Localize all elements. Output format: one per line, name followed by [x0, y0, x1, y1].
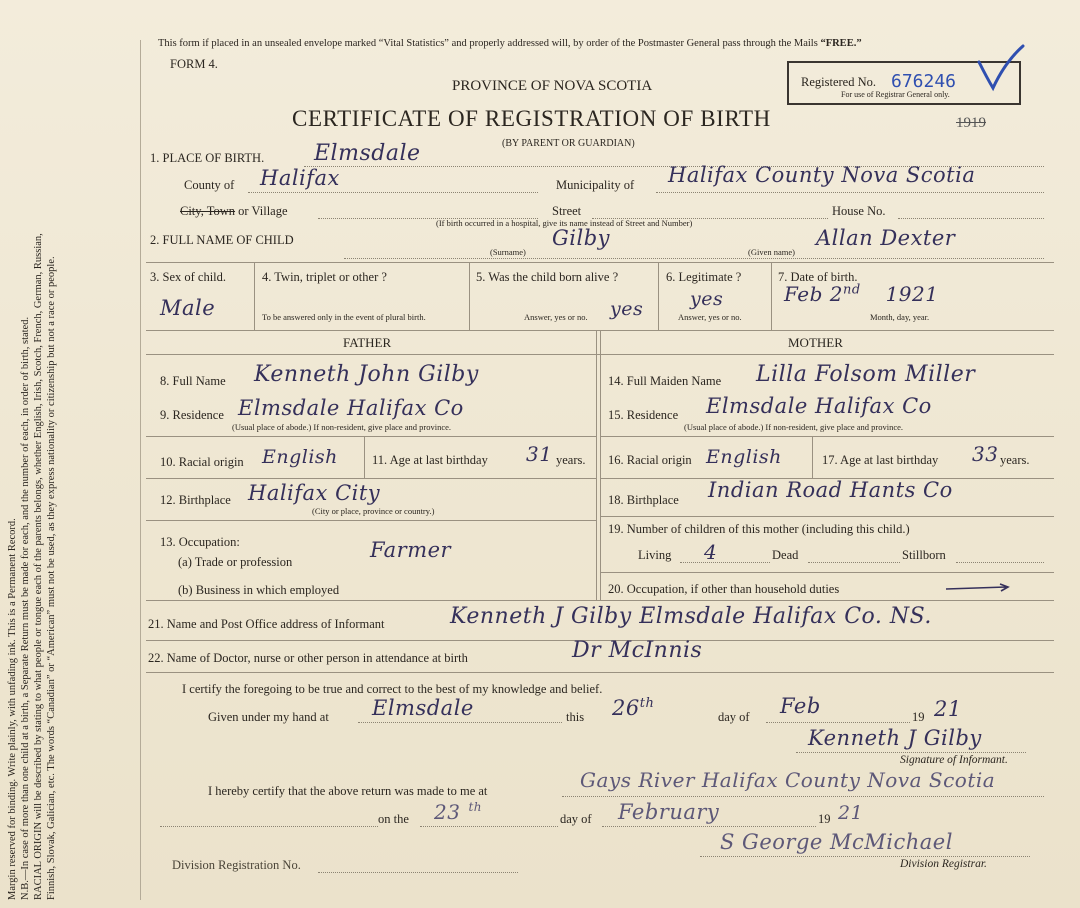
- father-racial-label: 10. Racial origin: [160, 455, 244, 469]
- given-month-value: Feb: [780, 694, 821, 718]
- informant-signature-label: Signature of Informant.: [900, 754, 1008, 766]
- father-years-label: years.: [556, 453, 586, 467]
- struck-year: 1919: [956, 115, 986, 131]
- registrar-place-value: Gays River Halifax County Nova Scotia: [580, 768, 996, 792]
- margin-instructions: [6, 40, 141, 900]
- fill-line: [680, 562, 770, 563]
- father-occupation-label: 13. Occupation:: [160, 535, 240, 549]
- house-no-label: House No.: [832, 204, 886, 218]
- given-year-prefix: 19: [912, 710, 925, 724]
- mother-years-label: years.: [1000, 453, 1030, 467]
- mother-residence-label: 15. Residence: [608, 408, 679, 422]
- doctor-value: Dr McInnis: [572, 638, 703, 663]
- rule: [596, 330, 597, 600]
- mail-note-text: This form if placed in an unsealed envelope marked “Vital Statistics” and properly addressed will, by order of the Postmaster General pass through the Mails: [158, 38, 818, 49]
- certify-text: I certify the foregoing to be true and correct to the best of my knowledge and belief.: [182, 682, 603, 696]
- fill-line: [898, 218, 1044, 219]
- father-birthplace-label: 12. Birthplace: [160, 493, 231, 507]
- hospital-note: (If birth occurred in a hospital, give its name instead of Street and Number): [436, 218, 693, 228]
- mother-residence-value: Elmsdale Halifax Co: [706, 394, 932, 418]
- street-label: Street: [552, 204, 582, 218]
- dead-label: Dead: [772, 548, 799, 562]
- mother-age-value: 33: [972, 442, 999, 466]
- rule: [254, 262, 255, 330]
- registrar-day-suffix: th: [468, 800, 483, 815]
- fill-line: [656, 192, 1044, 193]
- informant-label: 21. Name and Post Office address of Informant: [148, 617, 385, 631]
- twin-note: To be answered only in the event of plural birth.: [262, 312, 426, 322]
- mother-racial-value: English: [706, 446, 782, 468]
- mail-note: [158, 38, 862, 49]
- father-trade-label: (a) Trade or profession: [178, 555, 293, 569]
- informant-signature: Kenneth J Gilby: [808, 726, 982, 750]
- mother-birthplace-value: Indian Road Hants Co: [708, 478, 953, 502]
- rule: [146, 672, 1054, 673]
- mother-name-value: Lilla Folsom Miller: [756, 362, 976, 387]
- rule: [771, 262, 772, 330]
- alive-value: yes: [610, 298, 644, 320]
- rule: [146, 354, 1054, 355]
- page-subtitle: (BY PARENT OR GUARDIAN): [502, 138, 635, 149]
- date-year: 1921: [885, 282, 939, 306]
- mother-racial-label: 16. Racial origin: [608, 453, 692, 467]
- mother-children-label: 19. Number of children of this mother (including this child.): [608, 522, 910, 536]
- informant-value: Kenneth J Gilby Elmsdale Halifax Co. NS.: [450, 604, 932, 629]
- municipality-value: Halifax County Nova Scotia: [668, 163, 976, 187]
- fill-line: [344, 258, 1044, 259]
- day-of-label: day of: [718, 710, 750, 724]
- city-town-village-label: [180, 204, 288, 219]
- free-label: “FREE.”: [820, 38, 862, 49]
- father-trade-value: Farmer: [370, 538, 452, 562]
- rule: [146, 436, 596, 437]
- division-registration-label: Division Registration No.: [172, 858, 301, 872]
- margin-divider: [140, 40, 141, 900]
- father-age-value: 31: [526, 442, 553, 466]
- father-age-label: 11. Age at last birthday: [372, 453, 488, 467]
- surname-value: Gilby: [552, 226, 611, 250]
- margin-line: Finnish, Slovak, Galician, etc. The words “Canadian” or “American” must not be used, as they express nationality or citizenship but not a race or people.: [46, 256, 57, 900]
- given-under-label: Given under my hand at: [208, 710, 329, 724]
- date-note: Month, day, year.: [870, 312, 930, 322]
- fill-line: [248, 192, 538, 193]
- father-name-label: 8. Full Name: [160, 374, 226, 388]
- rule: [600, 436, 1054, 437]
- registrar-day-number: 23: [434, 800, 461, 824]
- doctor-label: 22. Name of Doctor, nurse or other person in attendance at birth: [148, 651, 468, 665]
- father-birthplace-note: (City or place, province or country.): [312, 506, 435, 516]
- fill-line: [700, 856, 1030, 857]
- living-label: Living: [638, 548, 672, 562]
- rule: [812, 436, 813, 478]
- reg-label: Registered No.: [801, 75, 876, 89]
- village-label: or Village: [238, 204, 288, 218]
- margin-line: RACIAL ORIGIN will be described by stating to what people or tongue each of the parents belongs, whether English, Irish, Scotch, French, German, Russian,: [33, 233, 44, 900]
- registrar-year-prefix: 19: [818, 812, 831, 826]
- county-label: County of: [184, 178, 235, 192]
- fill-line: [766, 722, 910, 723]
- reg-note: For use of Registrar General only.: [841, 90, 950, 99]
- father-racial-value: English: [262, 446, 338, 468]
- fill-line: [796, 752, 1026, 753]
- date-label: 7. Date of birth.: [778, 270, 858, 284]
- father-heading: FATHER: [343, 335, 392, 350]
- fill-line: [160, 826, 378, 827]
- father-birthplace-value: Halifax City: [248, 481, 381, 505]
- surname-label: (Surname): [490, 247, 526, 257]
- province-heading: PROVINCE OF NOVA SCOTIA: [452, 78, 653, 94]
- father-abode-note: (Usual place of abode.) If non-resident, give place and province.: [232, 422, 452, 432]
- rule: [146, 478, 596, 479]
- mother-name-label: 14. Full Maiden Name: [608, 374, 722, 388]
- rule: [146, 262, 1054, 263]
- date-suffix: nd: [843, 282, 861, 298]
- on-the-label: on the: [378, 812, 409, 826]
- father-residence-label: 9. Residence: [160, 408, 224, 422]
- rule: [146, 520, 596, 521]
- father-residence-value: Elmsdale Halifax Co: [238, 396, 464, 420]
- alive-note: Answer, yes or no.: [524, 312, 588, 322]
- rule: [600, 572, 1054, 573]
- mother-occupation-label: 20. Occupation, if other than household duties: [608, 582, 840, 596]
- father-name-value: Kenneth John Gilby: [254, 362, 479, 387]
- rule: [658, 262, 659, 330]
- municipality-label: Municipality of: [556, 178, 635, 192]
- fill-line: [602, 826, 816, 827]
- mother-age-label: 17. Age at last birthday: [822, 453, 939, 467]
- county-value: Halifax: [260, 166, 340, 190]
- fill-line: [420, 826, 558, 827]
- registrar-certify-text: I hereby certify that the above return was made to me at: [208, 784, 488, 798]
- this-label: this: [566, 710, 585, 724]
- legitimate-label: 6. Legitimate ?: [666, 270, 742, 284]
- father-business-label: (b) Business in which employed: [178, 583, 340, 597]
- rule: [469, 262, 470, 330]
- registrar-month-value: February: [618, 800, 720, 824]
- twin-label: 4. Twin, triplet or other ?: [262, 270, 387, 284]
- fill-line: [956, 562, 1044, 563]
- sex-value: Male: [160, 296, 216, 320]
- rule: [600, 330, 601, 600]
- registrar-signature: S George McMichael: [720, 830, 953, 854]
- place-of-birth-value: Elmsdale: [314, 141, 421, 166]
- margin-line: N.B.—In case of more than one child at a birth, a Separate Return must be made for each, and the number of each, in order of birth, stated.: [20, 316, 31, 900]
- form-number: FORM 4.: [170, 57, 218, 71]
- given-place-value: Elmsdale: [372, 696, 474, 720]
- check-mark-icon: [975, 42, 1027, 92]
- margin-line: Margin reserved for binding. Write plainly, with unfading ink. This is a Permanent Record.: [7, 518, 18, 900]
- sex-label: 3. Sex of child.: [150, 270, 227, 284]
- rule: [364, 436, 365, 478]
- rule: [146, 600, 1054, 601]
- given-day-value: [612, 696, 654, 720]
- page-title: CERTIFICATE OF REGISTRATION OF BIRTH: [292, 106, 771, 131]
- rule: [600, 516, 1054, 517]
- fill-line: [808, 562, 900, 563]
- given-day-suffix: th: [639, 696, 655, 711]
- living-value: 4: [704, 540, 718, 564]
- alive-label: 5. Was the child born alive ?: [476, 270, 619, 284]
- city-town-struck: City, Town: [180, 204, 236, 218]
- given-name-label: (Given name): [748, 247, 795, 257]
- fill-line: [318, 872, 518, 873]
- dash-mark-icon: [944, 583, 1014, 593]
- legitimate-note: Answer, yes or no.: [678, 312, 742, 322]
- registrar-day-of-label: day of: [560, 812, 592, 826]
- fill-line: [358, 722, 562, 723]
- legitimate-value: yes: [690, 288, 724, 310]
- registrar-day-value: [434, 800, 482, 824]
- reg-number: 676246: [891, 71, 957, 92]
- given-year-value: 21: [934, 697, 962, 721]
- mother-abode-note: (Usual place of abode.) If non-resident, give place and province.: [684, 422, 904, 432]
- registrar-signature-label: Division Registrar.: [900, 858, 987, 870]
- place-of-birth-label: 1. PLACE OF BIRTH.: [150, 151, 265, 165]
- fill-line: [562, 796, 1044, 797]
- child-name-label: 2. FULL NAME OF CHILD: [150, 233, 294, 247]
- date-month-day-text: Feb 2: [784, 282, 844, 306]
- given-name-value: Allan Dexter: [816, 226, 956, 250]
- date-month-day: [784, 282, 938, 306]
- stillborn-label: Stillborn: [902, 548, 946, 562]
- mother-birthplace-label: 18. Birthplace: [608, 493, 679, 507]
- registrar-year-value: 21: [838, 802, 864, 824]
- mother-heading: MOTHER: [788, 335, 843, 350]
- given-day-number: 26: [612, 696, 640, 720]
